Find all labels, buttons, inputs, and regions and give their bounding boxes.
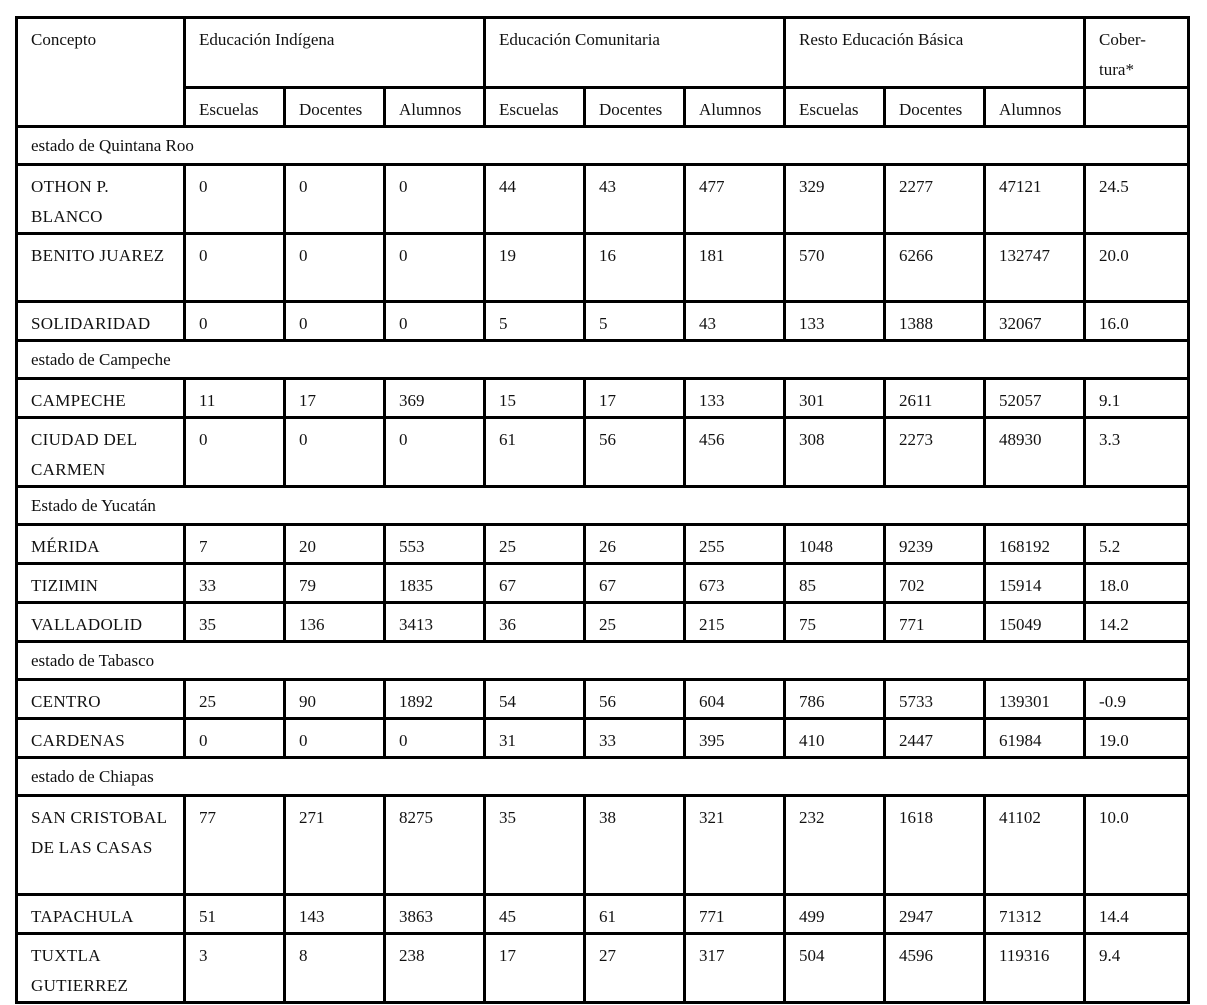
value-cell: 15049	[985, 603, 1085, 642]
value-cell: 11	[185, 379, 285, 418]
value-cell: 36	[485, 603, 585, 642]
municipality-name: OTHON P. BLANCO	[17, 165, 185, 234]
section-label: estado de Campeche	[17, 341, 1189, 379]
cobertura-cell: 9.1	[1085, 379, 1189, 418]
value-cell: 136	[285, 603, 385, 642]
value-cell: 0	[185, 165, 285, 234]
table-row	[17, 302, 1189, 341]
table-row	[17, 895, 1189, 934]
value-cell: 0	[385, 234, 485, 302]
section-label: estado de Tabasco	[17, 642, 1189, 680]
value-cell: 0	[385, 302, 485, 341]
value-cell: 369	[385, 379, 485, 418]
value-cell: 1835	[385, 564, 485, 603]
municipality-name: CENTRO	[17, 680, 185, 719]
value-cell: 786	[785, 680, 885, 719]
value-cell: 9239	[885, 525, 985, 564]
municipality-name: MÉRIDA	[17, 525, 185, 564]
header-alumnos: Alumnos	[385, 88, 485, 127]
value-cell: 25	[585, 603, 685, 642]
education-table	[15, 16, 1190, 1004]
table-row	[17, 379, 1189, 418]
header-group-resto-educacion-basica: Resto Educación Básica	[785, 18, 1085, 88]
header-row-subcolumns	[17, 88, 1189, 127]
header-alumnos: Alumnos	[985, 88, 1085, 127]
value-cell: 181	[685, 234, 785, 302]
value-cell: 771	[885, 603, 985, 642]
value-cell: 0	[185, 719, 285, 758]
value-cell: 26	[585, 525, 685, 564]
section-label: estado de Quintana Roo	[17, 127, 1189, 165]
cobertura-cell: 24.5	[1085, 165, 1189, 234]
value-cell: 35	[485, 796, 585, 895]
value-cell: 1048	[785, 525, 885, 564]
cobertura-cell: 3.3	[1085, 418, 1189, 487]
section-row	[17, 758, 1189, 796]
value-cell: 43	[585, 165, 685, 234]
value-cell: 77	[185, 796, 285, 895]
value-cell: 16	[585, 234, 685, 302]
value-cell: 168192	[985, 525, 1085, 564]
municipality-name: SOLIDARIDAD	[17, 302, 185, 341]
value-cell: 15	[485, 379, 585, 418]
value-cell: 17	[285, 379, 385, 418]
table-row	[17, 234, 1189, 302]
value-cell: 71312	[985, 895, 1085, 934]
header-empty-cell	[1085, 88, 1189, 127]
value-cell: 477	[685, 165, 785, 234]
value-cell: 51	[185, 895, 285, 934]
header-docentes: Docentes	[285, 88, 385, 127]
value-cell: 238	[385, 934, 485, 1003]
value-cell: 673	[685, 564, 785, 603]
value-cell: 31	[485, 719, 585, 758]
header-row-groups	[17, 18, 1189, 88]
value-cell: 54	[485, 680, 585, 719]
cobertura-cell: 10.0	[1085, 796, 1189, 895]
value-cell: 8275	[385, 796, 485, 895]
value-cell: 0	[285, 302, 385, 341]
value-cell: 5	[585, 302, 685, 341]
header-escuelas: Escuelas	[485, 88, 585, 127]
value-cell: 308	[785, 418, 885, 487]
cobertura-cell: 20.0	[1085, 234, 1189, 302]
value-cell: 329	[785, 165, 885, 234]
value-cell: 33	[585, 719, 685, 758]
header-group-educacion-indigena: Educación Indígena	[185, 18, 485, 88]
value-cell: 33	[185, 564, 285, 603]
value-cell: 43	[685, 302, 785, 341]
value-cell: 38	[585, 796, 685, 895]
section-row	[17, 642, 1189, 680]
value-cell: 79	[285, 564, 385, 603]
municipality-name: CIUDAD DEL CARMEN	[17, 418, 185, 487]
table-row	[17, 603, 1189, 642]
value-cell: 133	[685, 379, 785, 418]
value-cell: 604	[685, 680, 785, 719]
value-cell: 67	[485, 564, 585, 603]
value-cell: 25	[185, 680, 285, 719]
value-cell: 410	[785, 719, 885, 758]
value-cell: 7	[185, 525, 285, 564]
value-cell: 0	[285, 234, 385, 302]
value-cell: 67	[585, 564, 685, 603]
section-row	[17, 487, 1189, 525]
value-cell: 3	[185, 934, 285, 1003]
cobertura-cell: 14.4	[1085, 895, 1189, 934]
value-cell: 301	[785, 379, 885, 418]
value-cell: 499	[785, 895, 885, 934]
value-cell: 19	[485, 234, 585, 302]
table-row	[17, 680, 1189, 719]
cobertura-cell: 18.0	[1085, 564, 1189, 603]
value-cell: 0	[285, 418, 385, 487]
value-cell: 504	[785, 934, 885, 1003]
value-cell: 0	[185, 418, 285, 487]
cobertura-cell: -0.9	[1085, 680, 1189, 719]
section-row	[17, 341, 1189, 379]
header-cobertura: Cober- tura*	[1085, 18, 1189, 88]
value-cell: 5	[485, 302, 585, 341]
value-cell: 3413	[385, 603, 485, 642]
value-cell: 45	[485, 895, 585, 934]
value-cell: 4596	[885, 934, 985, 1003]
header-concepto: Concepto	[17, 18, 185, 127]
value-cell: 61	[585, 895, 685, 934]
header-group-educacion-comunitaria: Educación Comunitaria	[485, 18, 785, 88]
value-cell: 2277	[885, 165, 985, 234]
value-cell: 41102	[985, 796, 1085, 895]
value-cell: 52057	[985, 379, 1085, 418]
value-cell: 215	[685, 603, 785, 642]
value-cell: 85	[785, 564, 885, 603]
value-cell: 25	[485, 525, 585, 564]
value-cell: 20	[285, 525, 385, 564]
value-cell: 44	[485, 165, 585, 234]
value-cell: 143	[285, 895, 385, 934]
cobertura-cell: 5.2	[1085, 525, 1189, 564]
value-cell: 5733	[885, 680, 985, 719]
municipality-name: SAN CRISTOBAL DE LAS CASAS	[17, 796, 185, 895]
value-cell: 27	[585, 934, 685, 1003]
section-label: estado de Chiapas	[17, 758, 1189, 796]
municipality-name: VALLADOLID	[17, 603, 185, 642]
value-cell: 2447	[885, 719, 985, 758]
value-cell: 321	[685, 796, 785, 895]
municipality-name: CARDENAS	[17, 719, 185, 758]
value-cell: 395	[685, 719, 785, 758]
value-cell: 553	[385, 525, 485, 564]
value-cell: 570	[785, 234, 885, 302]
table-row	[17, 719, 1189, 758]
value-cell: 15914	[985, 564, 1085, 603]
value-cell: 6266	[885, 234, 985, 302]
value-cell: 17	[485, 934, 585, 1003]
cobertura-cell: 9.4	[1085, 934, 1189, 1003]
value-cell: 771	[685, 895, 785, 934]
value-cell: 61984	[985, 719, 1085, 758]
value-cell: 456	[685, 418, 785, 487]
value-cell: 90	[285, 680, 385, 719]
value-cell: 2611	[885, 379, 985, 418]
value-cell: 0	[385, 165, 485, 234]
municipality-name: BENITO JUAREZ	[17, 234, 185, 302]
value-cell: 61	[485, 418, 585, 487]
header-escuelas: Escuelas	[185, 88, 285, 127]
value-cell: 1892	[385, 680, 485, 719]
table-row	[17, 934, 1189, 1003]
value-cell: 2947	[885, 895, 985, 934]
value-cell: 0	[185, 234, 285, 302]
header-alumnos: Alumnos	[685, 88, 785, 127]
value-cell: 17	[585, 379, 685, 418]
municipality-name: TAPACHULA	[17, 895, 185, 934]
value-cell: 32067	[985, 302, 1085, 341]
table-row	[17, 525, 1189, 564]
value-cell: 119316	[985, 934, 1085, 1003]
table-row	[17, 418, 1189, 487]
cobertura-cell: 16.0	[1085, 302, 1189, 341]
table-row	[17, 165, 1189, 234]
value-cell: 48930	[985, 418, 1085, 487]
section-row	[17, 127, 1189, 165]
value-cell: 0	[285, 165, 385, 234]
municipality-name: CAMPECHE	[17, 379, 185, 418]
value-cell: 1618	[885, 796, 985, 895]
value-cell: 0	[185, 302, 285, 341]
cobertura-cell: 19.0	[1085, 719, 1189, 758]
value-cell: 75	[785, 603, 885, 642]
value-cell: 56	[585, 418, 685, 487]
value-cell: 2273	[885, 418, 985, 487]
header-docentes: Docentes	[585, 88, 685, 127]
value-cell: 133	[785, 302, 885, 341]
value-cell: 232	[785, 796, 885, 895]
value-cell: 1388	[885, 302, 985, 341]
value-cell: 3863	[385, 895, 485, 934]
value-cell: 0	[285, 719, 385, 758]
value-cell: 35	[185, 603, 285, 642]
value-cell: 0	[385, 418, 485, 487]
value-cell: 702	[885, 564, 985, 603]
table-row	[17, 564, 1189, 603]
section-label: Estado de Yucatán	[17, 487, 1189, 525]
header-escuelas: Escuelas	[785, 88, 885, 127]
value-cell: 139301	[985, 680, 1085, 719]
header-docentes: Docentes	[885, 88, 985, 127]
municipality-name: TUXTLA GUTIERREZ	[17, 934, 185, 1003]
value-cell: 56	[585, 680, 685, 719]
table-row	[17, 796, 1189, 895]
cobertura-cell: 14.2	[1085, 603, 1189, 642]
value-cell: 47121	[985, 165, 1085, 234]
value-cell: 271	[285, 796, 385, 895]
value-cell: 0	[385, 719, 485, 758]
municipality-name: TIZIMIN	[17, 564, 185, 603]
value-cell: 317	[685, 934, 785, 1003]
value-cell: 132747	[985, 234, 1085, 302]
value-cell: 255	[685, 525, 785, 564]
value-cell: 8	[285, 934, 385, 1003]
